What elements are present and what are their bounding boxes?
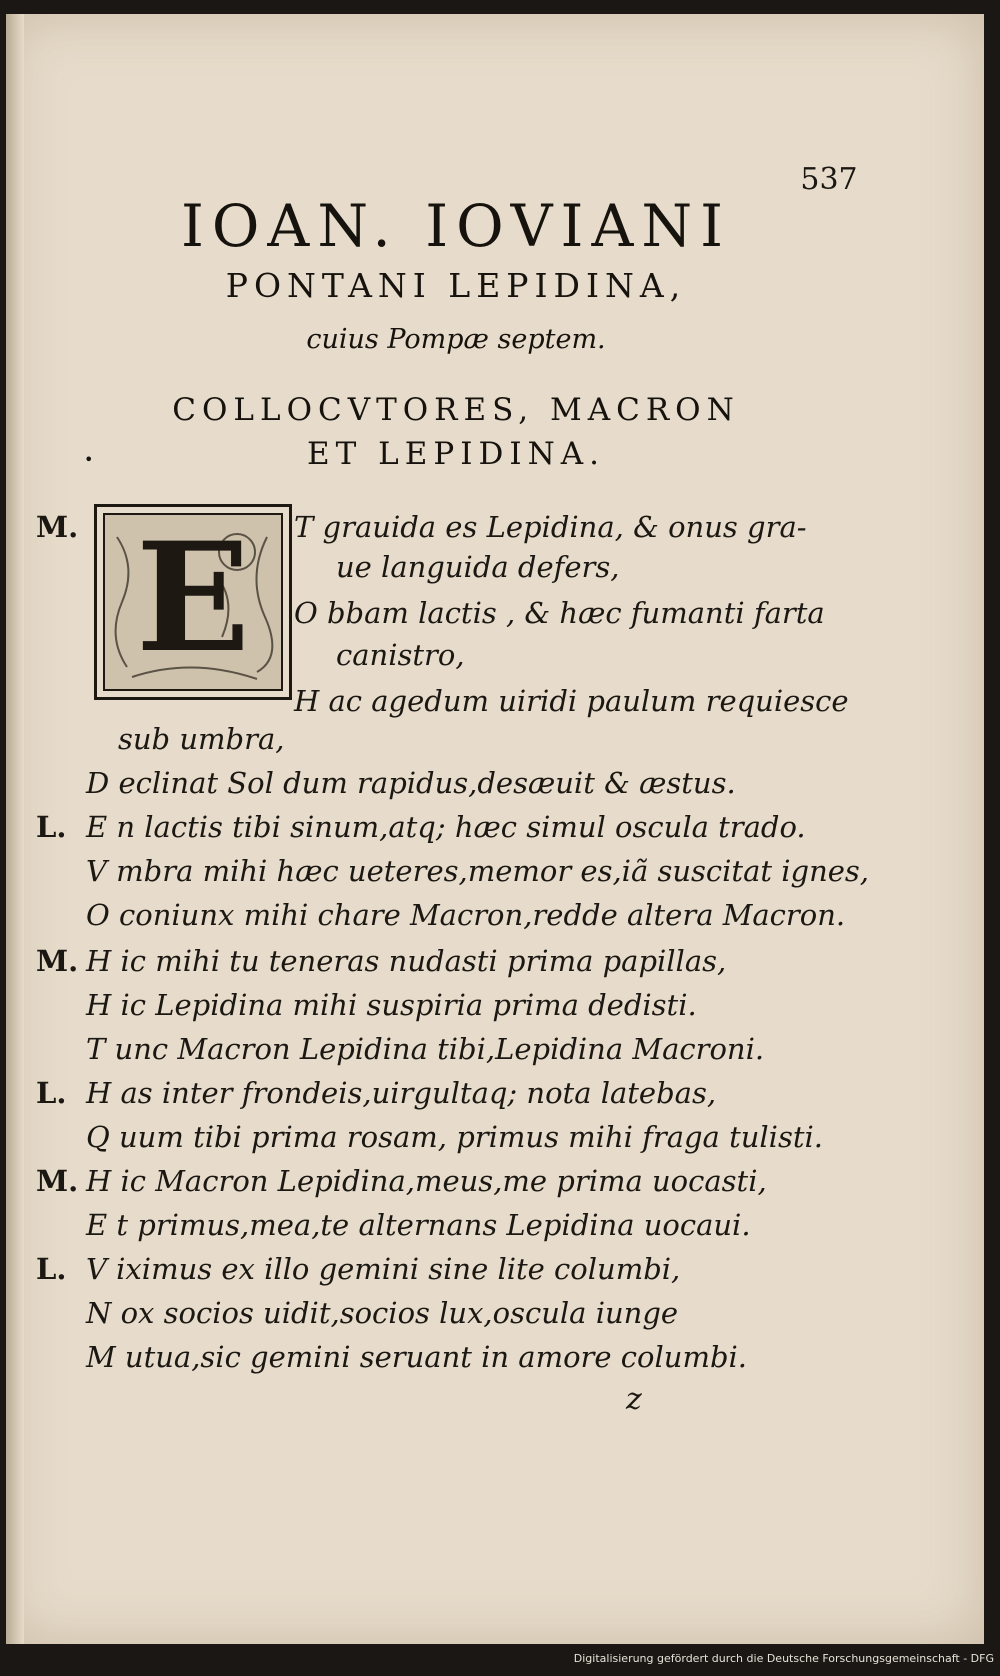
speaker-label: M. [36, 944, 79, 978]
poem-line: N ox socios uidit,socios lux,oscula iunge [86, 1296, 679, 1330]
poem-line: H ic mihi tu teneras nudasti prima papillas, [86, 944, 727, 978]
title-line-2: PONTANI LEPIDINA, [225, 266, 687, 305]
poem-line: H ic Macron Lepidina,meus,me prima uocasti, [86, 1164, 767, 1198]
speaker-label: M. [36, 510, 79, 544]
poem-line: V mbra mihi hæc ueteres,memor es,iã suscitat ignes, [86, 854, 870, 888]
poem-line: H ac agedum uiridi paulum requiesce [294, 684, 849, 718]
speakers-heading-line-2: ET LEPIDINA. [307, 436, 605, 472]
page-number: 537 [800, 162, 858, 197]
initial-letter: E [135, 510, 251, 686]
poem-line: T unc Macron Lepidina tibi,Lepidina Macroni. [86, 1032, 765, 1066]
signature-mark: z [626, 1382, 642, 1417]
poem-line: T grauida es Lepidina, & onus gra- [294, 510, 807, 544]
poem-line: D eclinat Sol dum rapidus,desæuit & æstus. [86, 766, 736, 800]
book-page [6, 14, 984, 1644]
decorated-initial [94, 504, 292, 700]
page-spine-shadow [6, 14, 24, 1644]
poem-line: O coniunx mihi chare Macron,redde altera Macron. [86, 898, 846, 932]
poem-line: ue languida defers, [336, 550, 620, 584]
speaker-label: L. [36, 810, 67, 844]
speaker-label: L. [36, 1252, 67, 1286]
speakers-heading-line-1: COLLOCVTORES, MACRON [172, 392, 740, 428]
poem-line: sub umbra, [118, 722, 285, 756]
title-line-3: cuius Pompæ septem. [306, 324, 606, 355]
title-line-1: IOAN. IOVIANI [180, 192, 732, 260]
poem-line: O bbam lactis , & hæc fumanti farta [294, 596, 825, 630]
poem-line: M utua,sic gemini seruant in amore columbi. [86, 1340, 748, 1374]
poem-line: H as inter frondeis,uirgultaq; nota latebas, [86, 1076, 717, 1110]
poem-line: V iximus ex illo gemini sine lite columbi, [86, 1252, 681, 1286]
poem-line: E t primus,mea,te alternans Lepidina uocaui. [86, 1208, 751, 1242]
poem-line: H ic Lepidina mihi suspiria prima dedisti. [86, 988, 697, 1022]
speaker-label: L. [36, 1076, 67, 1110]
margin-dot: • [84, 450, 94, 469]
speaker-label: M. [36, 1164, 79, 1198]
poem-line: E n lactis tibi sinum,atq; hæc simul oscula trado. [86, 810, 806, 844]
poem-line: Q uum tibi prima rosam, primus mihi fraga tulisti. [86, 1120, 823, 1154]
digitization-credit: Digitalisierung gefördert durch die Deutsche Forschungsgemeinschaft - DFG [573, 1652, 994, 1665]
poem-line: canistro, [336, 638, 465, 672]
